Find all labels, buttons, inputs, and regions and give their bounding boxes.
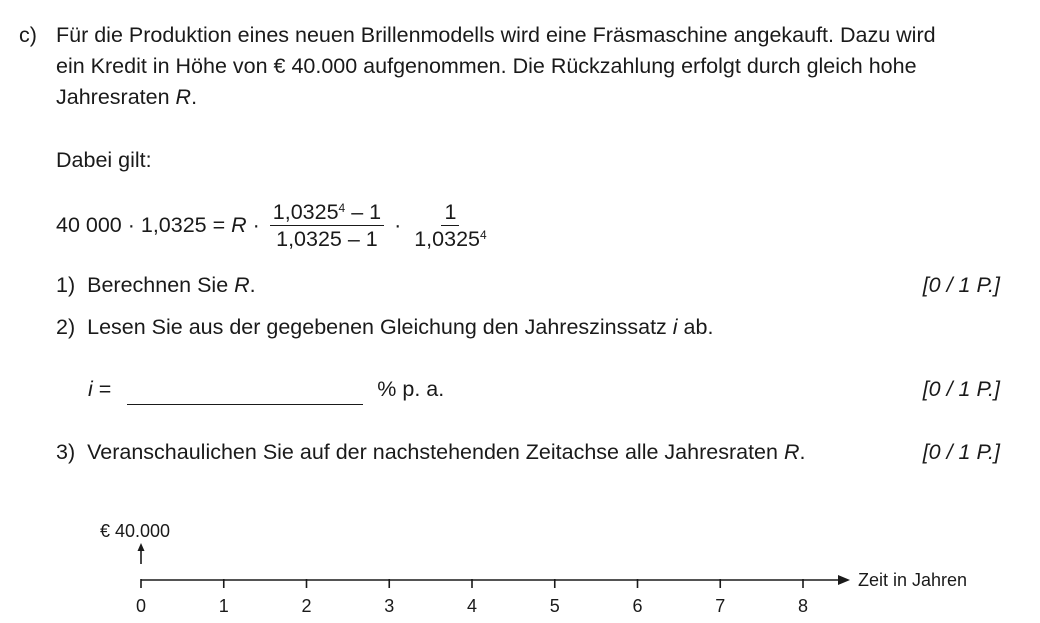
fraction-discount-denominator: 1,0325$^4$ [414,227,487,251]
question-number: 3) [56,440,76,464]
equation-var-r: R [231,213,247,237]
answer-blank[interactable] [127,382,363,405]
axis-tick-label: 8 [797,596,809,616]
intro-line-2: ein Kredit in Höhe von € 40.000 aufgenommen. Die Rückzahlung erfolgt durch gleich hohe [56,54,917,78]
fraction-annuity-numerator: 1,0325$^4$ – 1 [270,200,384,226]
axis-tick-label: 7 [715,596,726,616]
fraction-discount [411,200,489,251]
var-i: i [672,315,678,339]
task-label: c) [19,23,37,47]
timeline [0,500,1040,623]
fraction-discount-numerator: 1 [441,200,459,226]
points-badge: [0 / 1 P.] [922,377,1000,401]
question-number: 1) [56,273,76,297]
given-text: Dabei gilt: [56,148,152,172]
var-i: i [88,377,93,401]
points-badge: [0 / 1 P.] [922,440,1000,464]
var-r: R [234,273,250,297]
question-text: Veranschaulichen Sie auf der nachstehenden Zeitachse alle Jahresraten [87,440,784,464]
question-3: 3) Veranschaulichen Sie auf der nachstehenden Zeitachse alle Jahresraten R. [0 / 1 P.] [56,437,1020,468]
equation [56,200,494,251]
mult-dot: · [246,213,266,237]
question-2: 2) Lesen Sie aus der gegebenen Gleichung den Jahreszinssatz i ab. [56,315,714,339]
axis-label: Zeit in Jahren [858,570,968,590]
var-r: R [783,440,800,464]
axis-tick-label: 6 [632,596,643,616]
axis-tick-label: 2 [301,596,312,616]
fraction-annuity [270,200,384,251]
mult-dot: · [388,213,408,237]
task-intro [56,20,936,113]
time-axis-arrow [838,575,850,585]
question-text: Berechnen Sie [87,273,235,297]
question-text: Lesen Sie aus der gegebenen Gleichung den Jahreszinssatz [87,315,673,339]
intro-line-3: Jahresraten R. [56,85,198,109]
points-badge: [0 / 1 P.] [922,273,1000,297]
axis-tick-label: 5 [549,596,560,616]
question-number: 2) [56,315,76,339]
axis-tick-label: 1 [218,596,229,616]
loan-arrow-head [138,543,145,551]
axis-tick-label: 0 [135,596,147,616]
loan-amount-label: € 40.000 [100,521,171,541]
axis-ticks [136,579,808,616]
intro-line-1: Für die Produktion eines neuen Brillenmodells wird eine Fräsmaschine angekauft. Dazu wird [56,23,936,47]
fraction-annuity-denominator: 1,0325 – 1 [276,227,378,251]
equation-lhs: 40 000 · 1,0325 = [56,213,232,237]
answer-line-i: i = % p. a. [0 / 1 P.] [88,374,1020,405]
answer-unit: % p. a. [377,377,445,401]
var-r: R [175,85,192,109]
axis-tick-label: 4 [466,596,478,616]
question-1: 1) Berechnen Sie R. [0 / 1 P.] [56,270,1020,301]
axis-tick-label: 3 [384,596,395,616]
